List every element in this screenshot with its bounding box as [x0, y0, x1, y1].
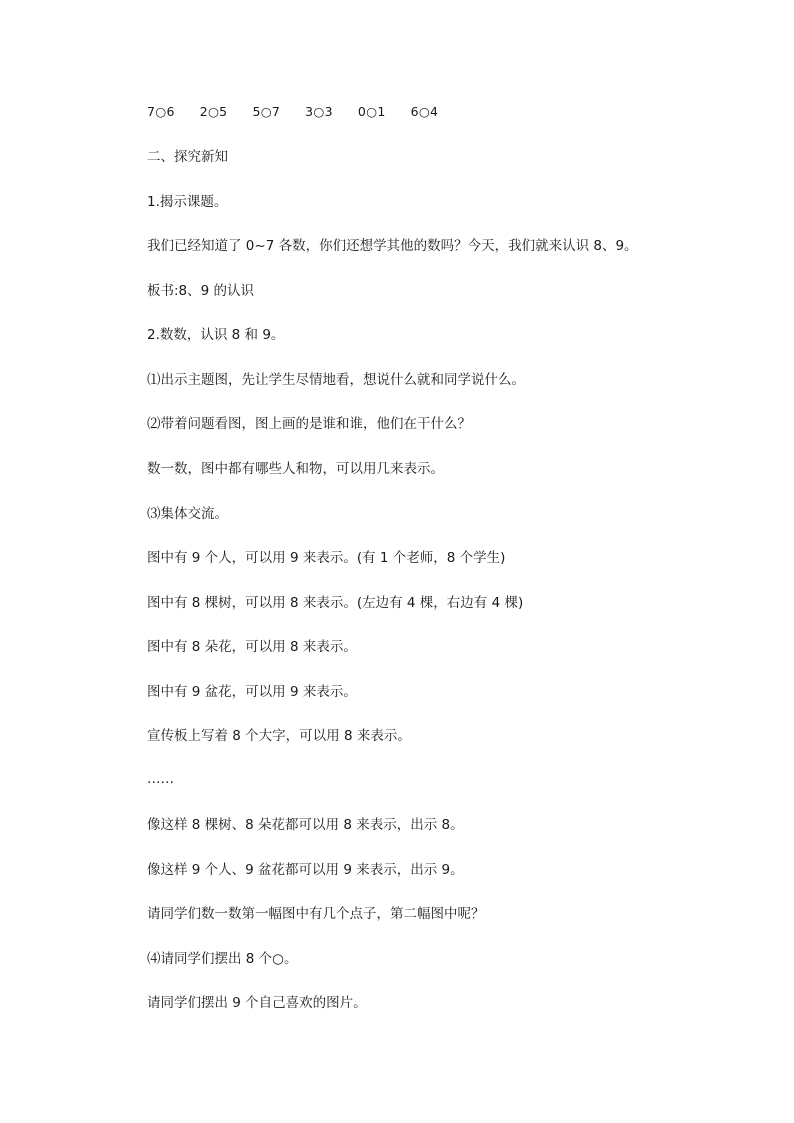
- paragraph: 宣传板上写着 8 个大字，可以用 8 来表示。: [147, 728, 411, 744]
- paragraph: 请同学们摆出 9 个自己喜欢的图片。: [147, 995, 367, 1011]
- step-heading: 2.数数，认识 8 和 9。: [147, 327, 285, 343]
- comparison-item: 2○5: [199, 104, 228, 119]
- paragraph: 板书:8、9 的认识: [147, 283, 255, 299]
- paragraph: 我们已经知道了 0~7 各数，你们还想学其他的数吗？今天，我们就来认识 8、9。: [147, 238, 638, 254]
- paragraph: ⑶集体交流。: [147, 506, 228, 522]
- comparison-item: 0○1: [357, 104, 386, 119]
- comparison-item: 5○7: [252, 104, 281, 119]
- comparison-item: 7○6: [147, 104, 175, 119]
- comparison-item: 6○4: [410, 104, 439, 119]
- paragraph: 像这样 8 棵树、8 朵花都可以用 8 来表示，出示 8。: [147, 817, 464, 833]
- paragraph: 请同学们数一数第一幅图中有几个点子，第二幅图中呢？: [147, 906, 485, 922]
- comparison-item: 3○3: [305, 104, 333, 119]
- paragraph: ⑵带着问题看图，图上画的是谁和谁，他们在干什么？: [147, 416, 471, 432]
- ellipsis: ……: [147, 771, 174, 787]
- paragraph: 图中有 8 朵花，可以用 8 来表示。: [147, 639, 357, 655]
- paragraph: ⑴出示主题图，先让学生尽情地看，想说什么就和同学说什么。: [147, 372, 525, 388]
- number-comparison-row: [147, 103, 438, 121]
- paragraph: 像这样 9 个人、9 盆花都可以用 9 来表示，出示 9。: [147, 862, 464, 878]
- section-heading: 二、探究新知: [147, 149, 228, 165]
- paragraph: ⑷请同学们摆出 8 个○。: [147, 951, 298, 967]
- paragraph: 图中有 8 棵树，可以用 8 来表示。(左边有 4 棵，右边有 4 棵): [147, 595, 524, 611]
- paragraph: 图中有 9 盆花，可以用 9 来表示。: [147, 684, 357, 700]
- step-heading: 1.揭示课题。: [147, 194, 228, 210]
- paragraph: 数一数，图中都有哪些人和物，可以用几来表示。: [147, 461, 444, 477]
- paragraph: 图中有 9 个人，可以用 9 来表示。(有 1 个老师，8 个学生): [147, 550, 506, 566]
